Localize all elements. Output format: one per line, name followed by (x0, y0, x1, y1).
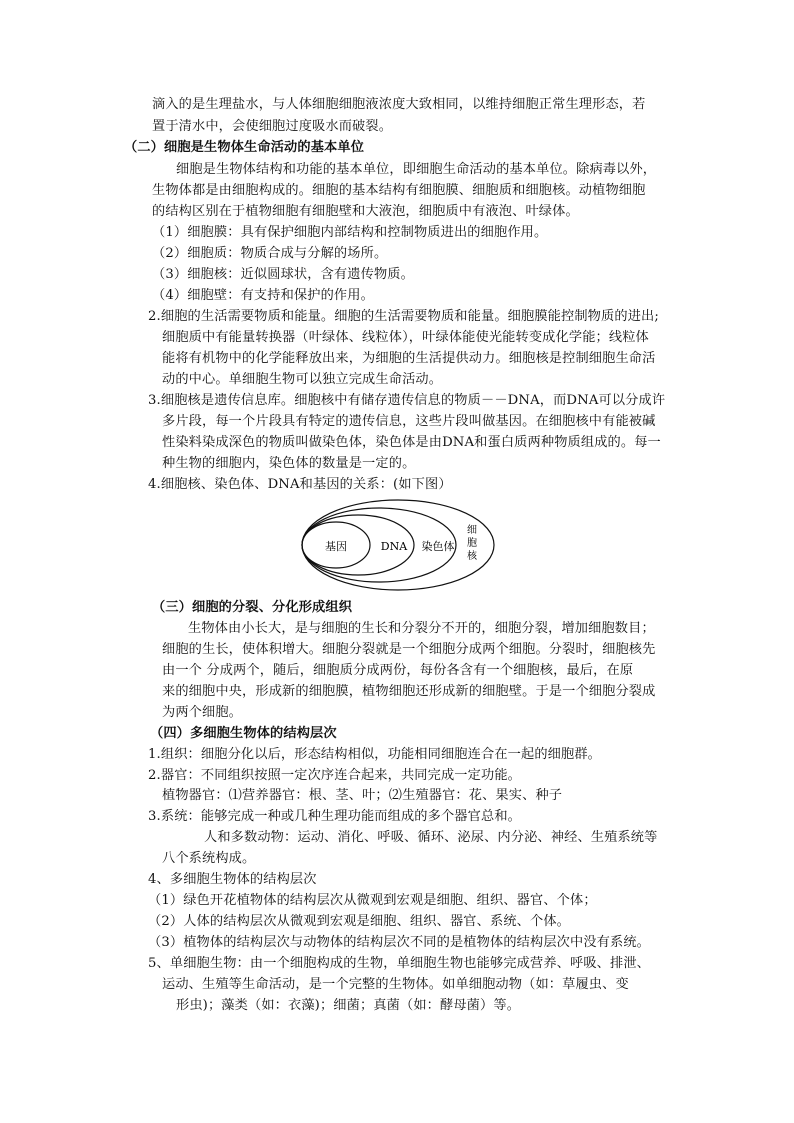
nucleus-label-char: 细 (467, 525, 477, 536)
text-line: 细胞是生物体结构和功能的基本单位，即细胞生命活动的基本单位。除病毒以外， (176, 162, 657, 177)
section-heading: （三）细胞的分裂、分化形成组织 (152, 600, 353, 615)
text-line: 由一个 分成两个，随后，细胞质分成两份，每份各含有一个细胞核，最后，在原 (162, 663, 634, 678)
text-line: 种生物的细胞内，染色体的数量是一定的。 (162, 456, 416, 471)
list-item: （3）植物体的结构层次与动物体的结构层次不同的是植物体的结构层次中没有系统。 (148, 935, 651, 950)
text-line: 来的细胞中央，形成新的细胞膜，植物细胞还形成新的细胞壁。于是一个细胞分裂成 (162, 684, 656, 699)
gene-label: 基因 (325, 540, 347, 553)
list-item: （1）细胞膜：具有保护细胞内部结构和控制物质进出的细胞作用。 (152, 225, 548, 240)
list-item: （1）绿色开花植物体的结构层次从微观到宏观是细胞、组织、器官、个体； (148, 893, 597, 908)
text-line: 生物体由小长大，是与细胞的生长和分裂分不开的，细胞分裂，增加细胞数目； (188, 621, 655, 636)
dna-label: DNA (380, 540, 408, 553)
list-item: （4）细胞壁：有支持和保护的作用。 (152, 288, 374, 303)
numbered-item: 2.细胞的生活需要物质和能量。细胞的生活需要物质和能量。细胞膜能控制物质的进出; (148, 309, 659, 324)
numbered-item: 3.系统：能够完成一种或几种生理功能而组成的多个器官总和。 (148, 809, 521, 824)
nucleus-label-char: 胞 (467, 538, 477, 549)
section-heading: （四）多细胞生物体的结构层次 (150, 726, 337, 741)
text-line: 的结构区别在于植物细胞有细胞壁和大液泡，细胞质中有液泡、叶绿体。 (152, 204, 579, 219)
text-line: 细胞质中有能量转换器（叶绿体、线粒体），叶绿体能使光能转变成化学能；线粒体 (162, 330, 649, 345)
numbered-item: 4.细胞核、染色体、DNA和基因的关系：(如下图） (148, 477, 452, 492)
text-line: 多片段，每一个片段具有特定的遗传信息，这些片段叫做基因。在细胞核中有能被碱 (162, 414, 656, 429)
text-line: 能将有机物中的化学能释放出来，为细胞的生活提供动力。细胞核是控制细胞生命活 (162, 351, 656, 366)
text-line: 为两个细胞。 (162, 705, 243, 720)
numbered-item: 4、多细胞生物体的结构层次 (148, 872, 317, 887)
text-line: 生物体都是由细胞构成的。细胞的基本结构有细胞膜、细胞质和细胞核。动植物细胞 (152, 183, 646, 198)
list-item: （3）细胞核：近似圆球状，含有遗传物质。 (152, 267, 414, 282)
list-item: （2）人体的结构层次从微观到宏观是细胞、组织、器官、系统、个体。 (148, 914, 570, 929)
nested-ellipse-diagram (300, 498, 496, 592)
text-line: 动的中心。单细胞生物可以独立完成生命活动。 (162, 372, 443, 387)
text-line: 性染料染成深色的物质叫做染色体，染色体是由DNA和蛋白质两种物质组成的。每一 (162, 435, 661, 450)
text-line: 滴入的是生理盐水，与人体细胞细胞液浓度大致相同，以维持细胞正常生理形态，若 (152, 97, 646, 112)
numbered-item: 1.组织：细胞分化以后，形态结构相似，功能相同细胞连合在一起的细胞群。 (148, 747, 602, 762)
numbered-item: 5、单细胞生物：由一个细胞构成的生物，单细胞生物也能够完成营养、呼吸、排泄、 (148, 956, 651, 971)
text-line: 运动、生殖等生命活动，是一个完整的生物体。如单细胞动物（如：草履虫、变 (162, 977, 629, 992)
text-line: 置于清水中，会使细胞过度吸水而破裂。 (152, 119, 393, 134)
section-heading: （二）细胞是生物体生命活动的基本单位 (124, 140, 365, 155)
list-item: （2）细胞质：物质合成与分解的场所。 (152, 246, 388, 261)
text-line: 八个系统构成。 (162, 851, 256, 866)
text-line: 形虫)；藻类（如：衣藻)；细菌；真菌（如：酵母菌）等。 (176, 998, 521, 1013)
text-line: 细胞的生长，使体积增大。细胞分裂就是一个细胞分成两个细胞。分裂时，细胞核先 (162, 642, 656, 657)
numbered-item: 2.器官：不同组织按照一定次序连合起来，共同完成一定功能。 (148, 768, 521, 783)
text-line: 人和多数动物：运动、消化、呼吸、循环、泌尿、内分泌、神经、生殖系统等 (204, 830, 658, 845)
chromosome-label: 染色体 (421, 540, 455, 553)
nucleus-label-char: 核 (467, 551, 477, 562)
text-line: 植物器官：⑴营养器官：根、茎、叶；⑵生殖器官：花、果实、种子 (162, 788, 563, 803)
numbered-item: 3.细胞核是遗传信息库。细胞核中有储存遗传信息的物质－－DNA，而DNA可以分成许 (148, 393, 666, 408)
